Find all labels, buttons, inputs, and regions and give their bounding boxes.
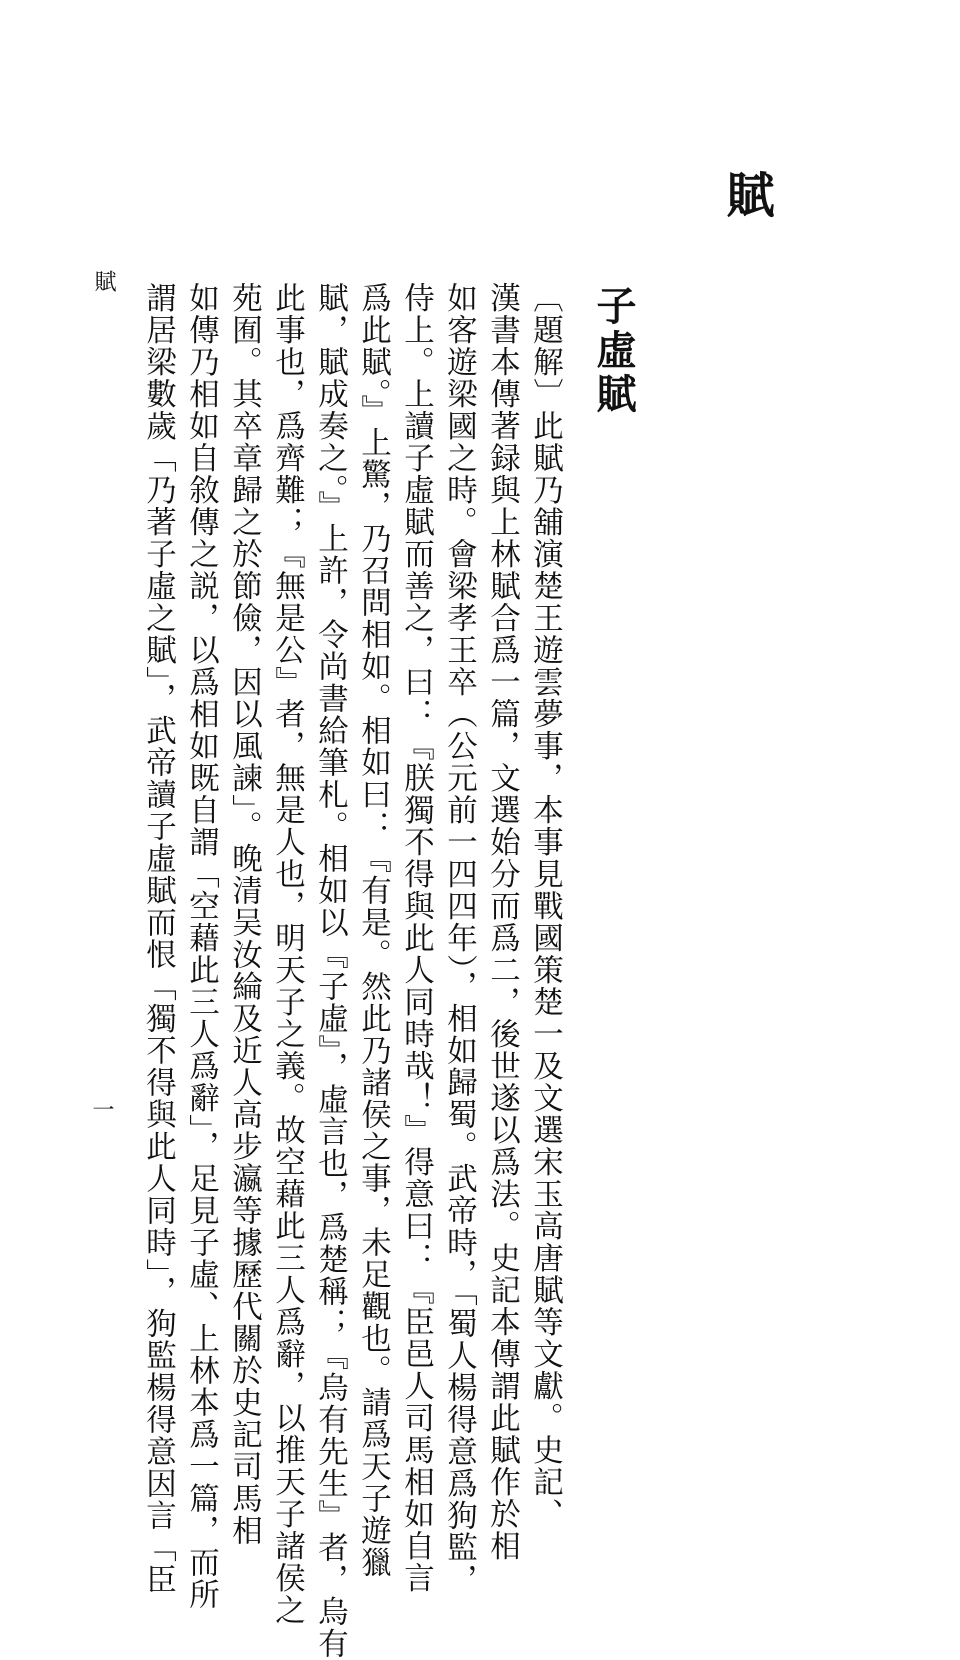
body-column-8: 苑囿。其卒章歸之於節儉，因以風諫」。晚清吴汝綸及近人高步瀛等據歷代關於史記司馬相 <box>226 282 262 1547</box>
body-column-9: 如傳乃相如自敘傳之説，以爲相如既自謂「空藉此三人爲辭」，足見子虛、上林本爲一篇，而所 <box>183 282 219 1611</box>
body-column-5: 爲此賦。』上驚，乃召問相如。相如曰：『有是。然此乃諸侯之事，未足觀也。請爲天子遊獵 <box>355 282 391 1579</box>
body-column-7: 此事也，爲齊難；『無是公』者，無是人也，明天子之義。故空藉此三人爲辭，以推天子諸侯之 <box>269 282 305 1626</box>
article-title: 子虛賦 <box>590 285 637 417</box>
running-header: 賦 <box>91 270 116 292</box>
body-column-1: 〔題解〕此賦乃舖演楚王遊雲夢事，本事見戰國策楚一及文選宋玉高唐賦等文獻。史記、 <box>527 282 563 1530</box>
body-column-4: 侍上。上讀子虛賦而善之，曰：『朕獨不得與此人同時哉！』得意曰：『臣邑人司馬相如自言 <box>398 282 434 1594</box>
body-column-10: 謂居梁數歲「乃著子虛之賦」，武帝讀子虛賦而恨「獨不得與此人同時」，狗監楊得意因言「臣 <box>140 282 176 1596</box>
body-column-3: 如客遊梁國之時。會梁孝王卒（公元前一四四年），相如歸蜀。武帝時，「蜀人楊得意爲狗監， <box>441 282 477 1596</box>
page-heading: 賦 <box>718 170 774 224</box>
body-column-6: 賦，賦成奏之。』上許，令尚書給筆札。相如以『子虛』，虛言也，爲楚稱；『烏有先生』者，烏有 <box>312 282 348 1660</box>
body-column-2: 漢書本傳著録與上林賦合爲一篇，文選始分而爲二，後世遂以爲法。史記本傳謂此賦作於相 <box>484 282 520 1562</box>
page-number: 一 <box>89 1098 114 1120</box>
